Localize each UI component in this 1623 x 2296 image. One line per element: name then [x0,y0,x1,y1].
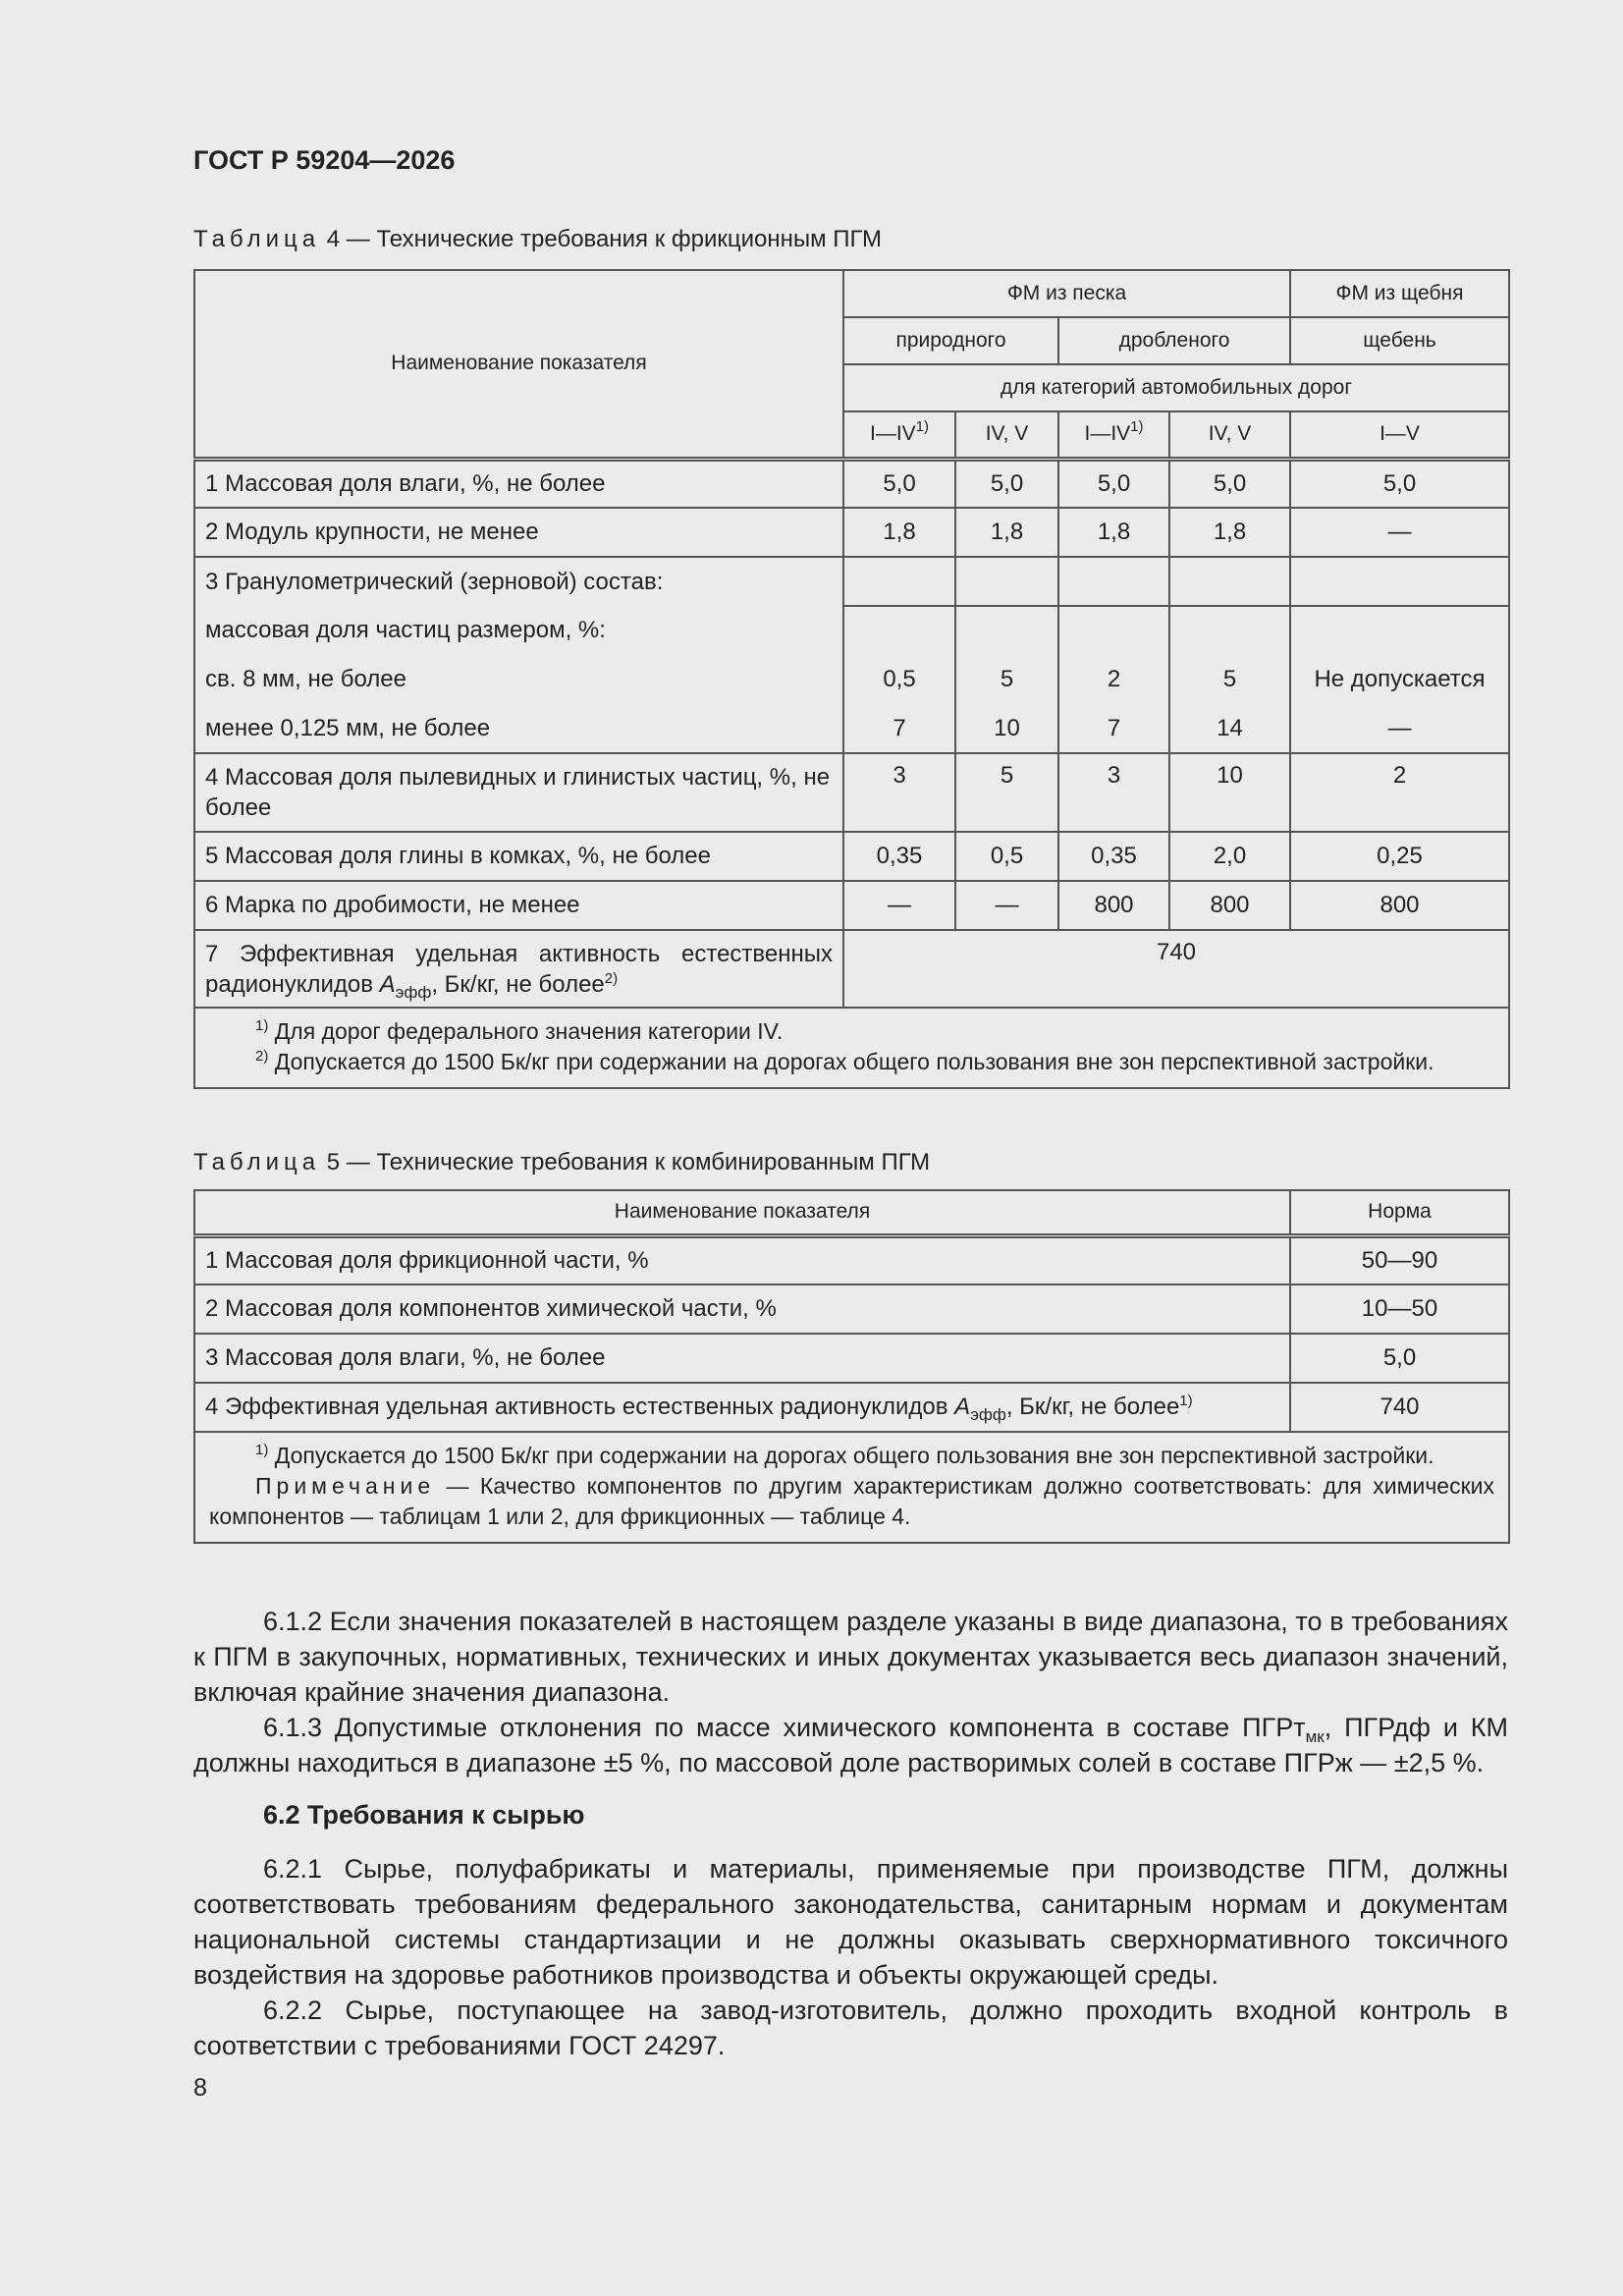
row-label: 1 Массовая доля фрикционной части, % [194,1235,1290,1285]
row-label: 2 Модуль крупности, не менее [194,508,843,557]
row-label: 3 Гранулометрический (зерновой) состав: [194,557,843,606]
cell: 5 [1169,655,1290,704]
cell: 5 [955,753,1058,832]
table5-header-norm: Норма [1290,1190,1509,1235]
table4-header-natural: природного [843,317,1058,364]
cell: 0,25 [1290,832,1509,881]
cell: 740 [843,930,1509,1008]
table4-caption-label: Таблица [193,226,321,252]
cell: 1,8 [1058,508,1169,557]
table4-header-sand: ФМ из песка [843,270,1290,317]
row-label: 5 Массовая доля глины в комках, %, не более [194,832,843,881]
page-number: 8 [193,2074,207,2102]
table4-row [194,753,1509,832]
table4-header-gravel-sub: щебень [1290,317,1509,364]
cell: 740 [1290,1383,1509,1432]
footnote: $^{1)}$ Для дорог федерального значения категории IV. [255,1017,784,1044]
cell: 5,0 [1290,459,1509,508]
paragraph-6-2-1: 6.2.1 Сырье, полуфабрикаты и материалы, применяемые при производстве ПГМ, должны соответствовать требованиям федерального законодательства, санитарным нормам и документам национальной системы стандартизации и не должны оказывать сверхнормативного токсичного воздействия на здоровье работников производства и объекты окружающей среды. [193,1854,1508,1990]
table4-caption [193,226,882,253]
row-label: 4 Эффективная удельная активность естественных радионуклидов $A_{эфф}$, Бк/кг, не более$^{1)}$ [194,1383,1290,1432]
cell: 2,0 [1169,832,1290,881]
cell: 1,8 [843,508,955,557]
cell: 50—90 [1290,1235,1509,1285]
row-label: св. 8 мм, не более [194,655,843,704]
cell: 10 [955,704,1058,753]
table4-row [194,508,1509,557]
table4-header-cat-col3: I—IV$^{1)}$ [1058,411,1169,459]
cell: 7 [843,704,955,753]
cell: 3 [1058,753,1169,832]
cell: 5 [955,655,1058,704]
table5 [193,1189,1510,1544]
cell: — [1290,508,1509,557]
table5-row [194,1285,1509,1334]
footnote: $^{2)}$ Допускается до 1500 Бк/кг при содержании на дорогах общего пользования вне зон перспективной застройки. [255,1048,1434,1074]
cell: 10—50 [1290,1285,1509,1334]
table4-row [194,606,1509,655]
table5-caption-text: 5 — Технические требования к комбинированным ПГМ [320,1149,931,1175]
cell: 0,35 [843,832,955,881]
row-label: 4 Массовая доля пылевидных и глинистых частиц, %, не более [194,753,843,832]
table4-header-categories: для категорий автомобильных дорог [843,364,1509,411]
row-label: 1 Массовая доля влаги, %, не более [194,459,843,508]
cell: 800 [1058,881,1169,930]
cell: Не допускается [1290,655,1509,704]
cell: 0,5 [843,655,955,704]
table5-header-name: Наименование показателя [194,1190,1290,1235]
table4 [193,269,1510,1089]
cell: — [1290,704,1509,753]
body-paragraphs-62 [193,1851,1508,2063]
row-label: 2 Массовая доля компонентов химической части, % [194,1285,1290,1334]
row-label: менее 0,125 мм, не более [194,704,843,753]
cell: 5,0 [1169,459,1290,508]
section-heading-6-2: 6.2 Требования к сырью [263,1800,585,1830]
cell: 3 [843,753,955,832]
row-label: 7 Эффективная удельная активность естественных радионуклидов $A_{эфф}$, Бк/кг, не более$^{2)}$ [194,930,843,1008]
cell: 5,0 [843,459,955,508]
table4-footnotes [194,1008,1509,1088]
table4-header-cat-col4: IV, V [1169,411,1290,459]
table4-row [194,655,1509,704]
table4-row [194,459,1509,508]
table5-row [194,1334,1509,1383]
cell: — [955,881,1058,930]
cell: 0,5 [955,832,1058,881]
body-paragraphs-61 [193,1604,1508,1780]
table4-header-name: Наименование показателя [194,270,843,459]
table4-header-cat-col5: I—V [1290,411,1509,459]
cell: 5,0 [1058,459,1169,508]
table4-row [194,704,1509,753]
paragraph-6-1-3: 6.1.3 Допустимые отклонения по массе химического компонента в составе ПГРт$_{мк}$, ПГРдф и КМ должны находиться в диапазоне ±5 %, по массовой доле растворимых солей в составе ПГРж — ±2,5 %. [193,1713,1508,1777]
cell: 10 [1169,753,1290,832]
cell: — [843,881,955,930]
paragraph-6-1-2: 6.1.2 Если значения показателей в настоящем разделе указаны в виде диапазона, то в требованиях к ПГМ в закупочных, нормативных, технических и иных документах указывается весь диапазон значений, включая крайние значения диапазона. [193,1607,1508,1707]
note: Примечание — Качество компонентов по другим характеристикам должно соответствовать: для химических компонентов — таблицам 1 или 2, для фрикционных — таблице 4. [209,1473,1494,1529]
table5-caption [193,1149,930,1176]
cell: 14 [1169,704,1290,753]
table4-row [194,930,1509,1008]
row-label: 3 Массовая доля влаги, %, не более [194,1334,1290,1383]
table4-header-gravel: ФМ из щебня [1290,270,1509,317]
row-label: 6 Марка по дробимости, не менее [194,881,843,930]
cell: 0,35 [1058,832,1169,881]
table4-caption-text: 4 — Технические требования к фрикционным ПГМ [320,226,882,252]
table5-row [194,1235,1509,1285]
table4-row [194,832,1509,881]
cell: 2 [1058,655,1169,704]
table4-header-cat-col1: I—IV$^{1)}$ [843,411,955,459]
table5-footnotes [194,1432,1509,1543]
table4-header-cat-col2: IV, V [955,411,1058,459]
cell: 2 [1290,753,1509,832]
table5-row [194,1383,1509,1432]
document-header: ГОСТ Р 59204—2026 [193,145,456,175]
table5-caption-label: Таблица [193,1149,321,1175]
cell: 5,0 [1290,1334,1509,1383]
cell: 1,8 [1169,508,1290,557]
cell: 800 [1290,881,1509,930]
cell: 7 [1058,704,1169,753]
table4-row [194,557,1509,606]
table4-header-crushed: дробленого [1058,317,1290,364]
cell: 5,0 [955,459,1058,508]
cell: 1,8 [955,508,1058,557]
paragraph-6-2-2: 6.2.2 Сырье, поступающее на завод-изготовитель, должно проходить входной контроль в соответствии с требованиями ГОСТ 24297. [193,1995,1508,2060]
row-label: массовая доля частиц размером, %: [194,606,843,655]
footnote: $^{1)}$ Допускается до 1500 Бк/кг при содержании на дорогах общего пользования вне зон перспективной застройки. [255,1442,1434,1468]
table4-row [194,881,1509,930]
cell: 800 [1169,881,1290,930]
